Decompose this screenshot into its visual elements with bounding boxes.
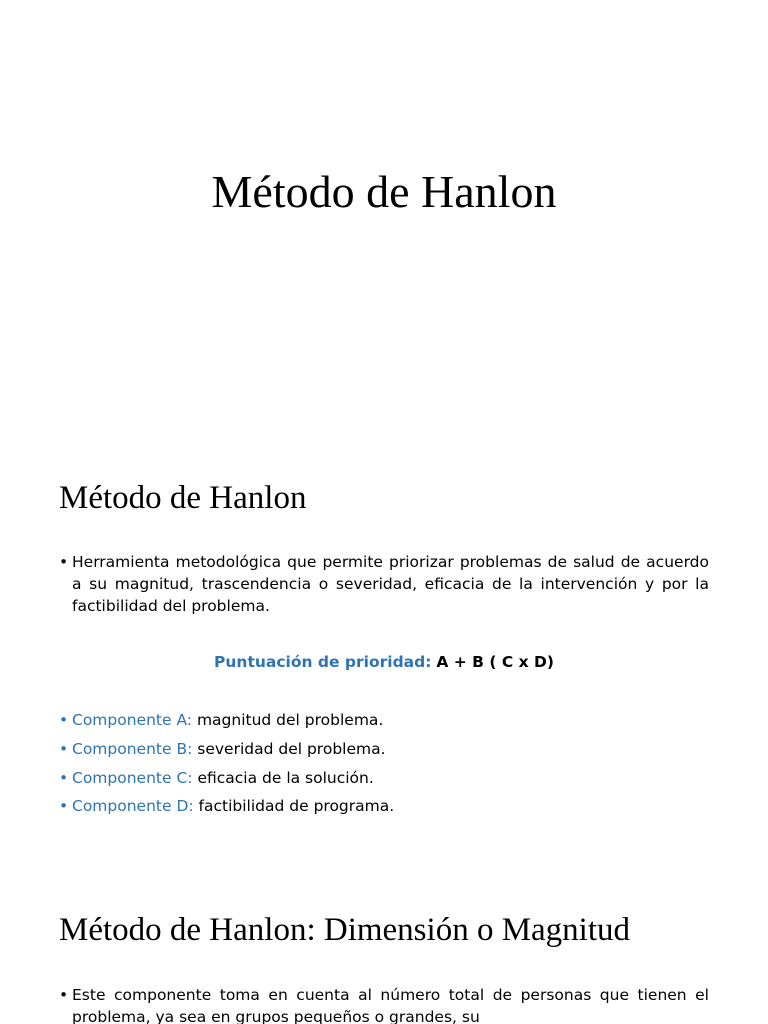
slide-2-intro-list <box>59 551 709 617</box>
formula-label: Puntuación de prioridad: <box>214 653 432 671</box>
bullet-icon: • <box>59 711 69 729</box>
bullet-icon: • <box>59 797 69 816</box>
list-item <box>59 709 709 731</box>
list-item <box>59 767 709 789</box>
component-text: eficacia de la solución. <box>197 768 374 787</box>
component-label: Componente A: <box>72 711 193 729</box>
bullet-icon: • <box>59 739 69 758</box>
formula-expression: A + B ( C x D) <box>436 653 554 671</box>
bullet-icon: • <box>59 986 69 1004</box>
priority-formula <box>0 651 768 673</box>
intro-text: Este componente toma en cuenta al número total de personas que tienen el problema, ya sea en grupos pequeños o grandes, su <box>72 986 709 1024</box>
slide-2 <box>0 432 768 864</box>
list-item <box>59 984 709 1024</box>
intro-text: Herramienta metodológica que permite priorizar problemas de salud de acuerdo a su magnitud, trascendencia o severidad, eficacia de la intervención y por la factibilidad del problema. <box>72 553 709 615</box>
component-text: factibilidad de programa. <box>198 797 395 816</box>
list-item <box>59 795 709 817</box>
list-item <box>59 738 709 760</box>
component-label: Componente D: <box>72 797 194 816</box>
slide-3 <box>0 864 768 1024</box>
component-text: magnitud del problema. <box>196 711 384 729</box>
list-item <box>59 551 709 617</box>
component-text: severidad del problema. <box>197 739 386 758</box>
component-label: Componente C: <box>72 768 193 787</box>
slide-3-title: Método de Hanlon: Dimensión o Magnitud <box>59 912 631 948</box>
components-list <box>59 709 709 824</box>
bullet-icon: • <box>59 768 69 787</box>
bullet-icon: • <box>59 553 69 571</box>
slide-3-intro-list <box>59 984 709 1024</box>
slide-1-title: Método de Hanlon <box>211 166 557 217</box>
slide-1 <box>0 0 768 432</box>
component-label: Componente B: <box>72 739 193 758</box>
slide-2-title: Método de Hanlon <box>59 480 307 516</box>
